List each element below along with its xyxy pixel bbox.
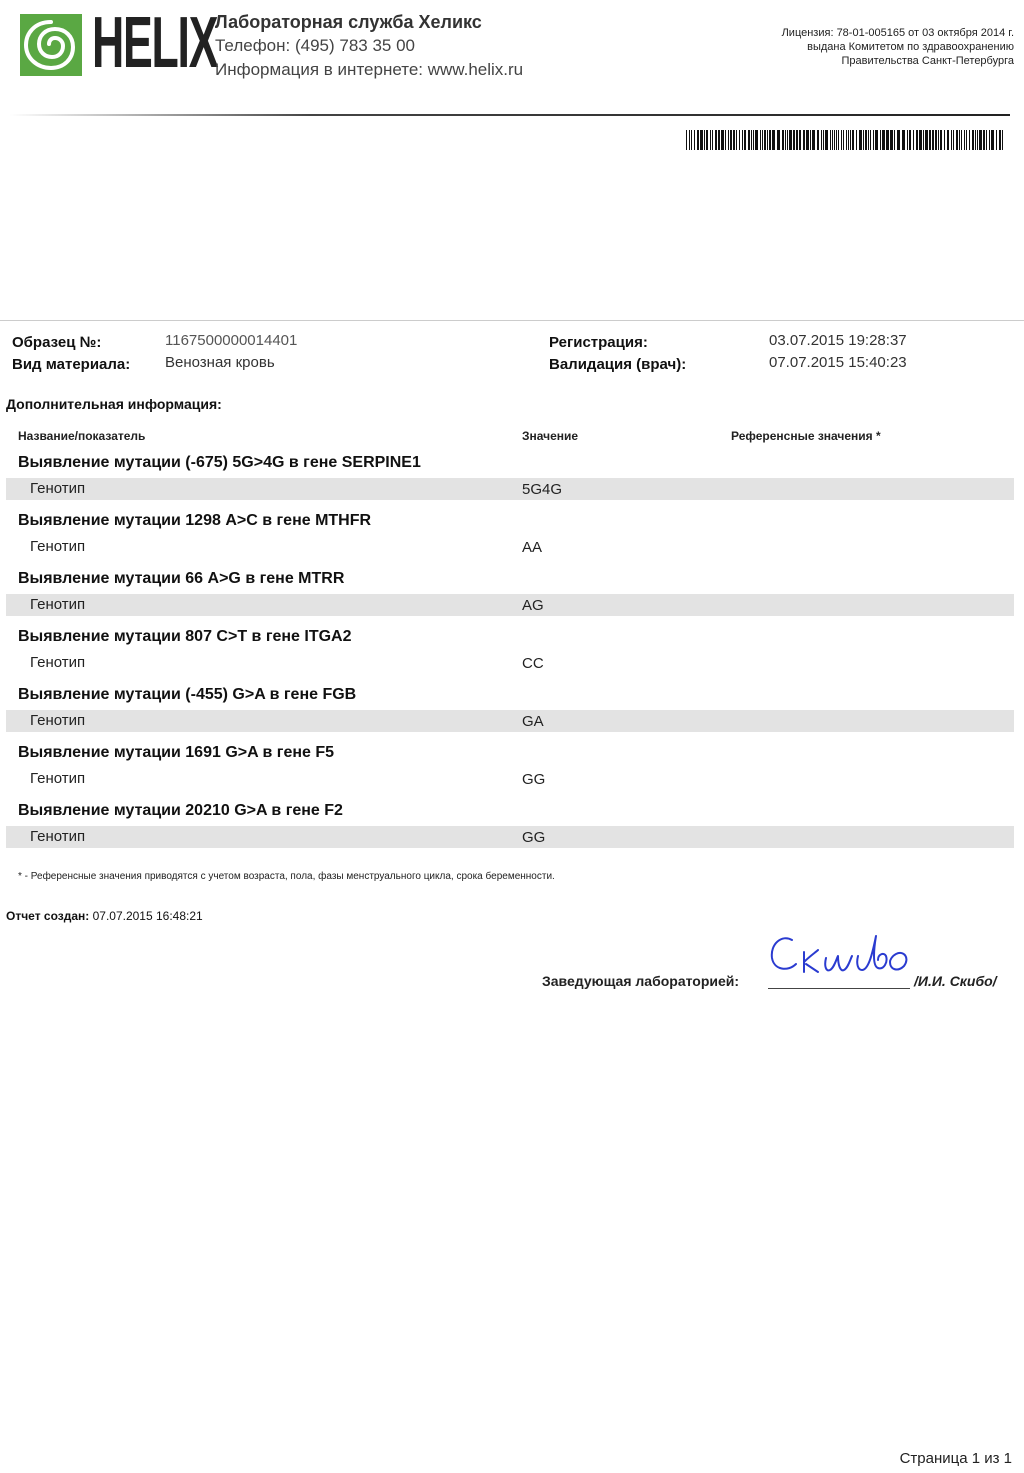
lab-head-name: /И.И. Скибо/ (914, 973, 997, 989)
result-label: Генотип (30, 480, 86, 497)
test-title: Выявление мутации (-455) G>A в гене FGB (18, 686, 357, 703)
material-label: Вид материала: (12, 356, 131, 373)
page-indicator: Страница 1 из 1 (899, 1450, 1012, 1467)
result-value: AA (522, 539, 543, 556)
result-value: GA (522, 713, 544, 730)
barcode (686, 130, 1006, 150)
validation-label: Валидация (врач): (549, 356, 687, 373)
result-label: Генотип (30, 538, 86, 555)
result-row (6, 710, 1014, 732)
test-block (6, 798, 1014, 856)
validation-value: 07.07.2015 15:40:23 (769, 354, 907, 371)
column-header-reference: Референсные значения * (731, 429, 881, 443)
result-row (6, 652, 1014, 674)
lab-head-label: Заведующая лабораторией: (542, 973, 740, 989)
test-block (6, 450, 1014, 508)
signature-line (768, 988, 910, 989)
result-value: GG (522, 771, 546, 788)
registration-value: 03.07.2015 19:28:37 (769, 332, 907, 349)
result-value: GG (522, 829, 546, 846)
test-title: Выявление мутации 807 C>T в гене ITGA2 (18, 628, 352, 645)
sample-number-label: Образец №: (12, 334, 102, 351)
test-block (6, 624, 1014, 682)
test-title: Выявление мутации 66 A>G в гене MTRR (18, 570, 345, 587)
result-label: Генотип (30, 770, 86, 787)
column-header-name: Название/показатель (18, 429, 146, 443)
result-value: AG (522, 597, 544, 614)
column-header-value: Значение (522, 429, 579, 443)
test-block (6, 682, 1014, 740)
result-value: CC (522, 655, 544, 672)
report-created-label: Отчет создан: (6, 909, 90, 923)
results-table (6, 450, 1014, 856)
result-label: Генотип (30, 596, 86, 613)
license-line: Лицензия: 78-01-005165 от 03 октября 2014 г. (781, 27, 1014, 39)
sample-number-value: 1167500000014401 (165, 332, 298, 349)
result-label: Генотип (30, 712, 86, 729)
test-title: Выявление мутации 20210 G>A в гене F2 (18, 802, 343, 819)
additional-info-heading: Дополнительная информация: (6, 396, 222, 412)
result-label: Генотип (30, 654, 86, 671)
license-line: выдана Комитетом по здравоохранению (807, 41, 1014, 53)
license-line: Правительства Санкт-Петербурга (841, 55, 1014, 67)
test-title: Выявление мутации 1691 G>A в гене F5 (18, 744, 335, 761)
lab-website: Информация в интернете: www.helix.ru (215, 60, 524, 79)
lab-phone: Телефон: (495) 783 35 00 (215, 36, 416, 55)
result-row (6, 536, 1014, 558)
test-block (6, 740, 1014, 798)
result-label: Генотип (30, 828, 86, 845)
handwritten-signature (764, 926, 914, 986)
material-value: Венозная кровь (165, 354, 275, 371)
report-created-value: 07.07.2015 16:48:21 (92, 909, 203, 923)
result-value: 5G4G (522, 481, 563, 498)
reference-footnote: * - Референсные значения приводятся с учетом возраста, пола, фазы менструального цикла, срока беременности. (18, 871, 555, 882)
lab-name: Лабораторная служба Хеликс (215, 12, 482, 32)
test-title: Выявление мутации (-675) 5G>4G в гене SERPINE1 (18, 454, 421, 471)
logo-wordmark: HELIX (92, 3, 218, 83)
result-row (6, 594, 1014, 616)
report-created (6, 909, 203, 923)
result-row (6, 478, 1014, 500)
section-divider (0, 320, 1024, 321)
license-info (714, 26, 1014, 68)
header-divider (10, 114, 1010, 116)
result-row (6, 768, 1014, 790)
test-block (6, 566, 1014, 624)
registration-label: Регистрация: (549, 334, 648, 351)
result-row (6, 826, 1014, 848)
logo-swirl-icon (20, 14, 82, 76)
test-title: Выявление мутации 1298 A>C в гене MTHFR (18, 512, 372, 529)
test-block (6, 508, 1014, 566)
